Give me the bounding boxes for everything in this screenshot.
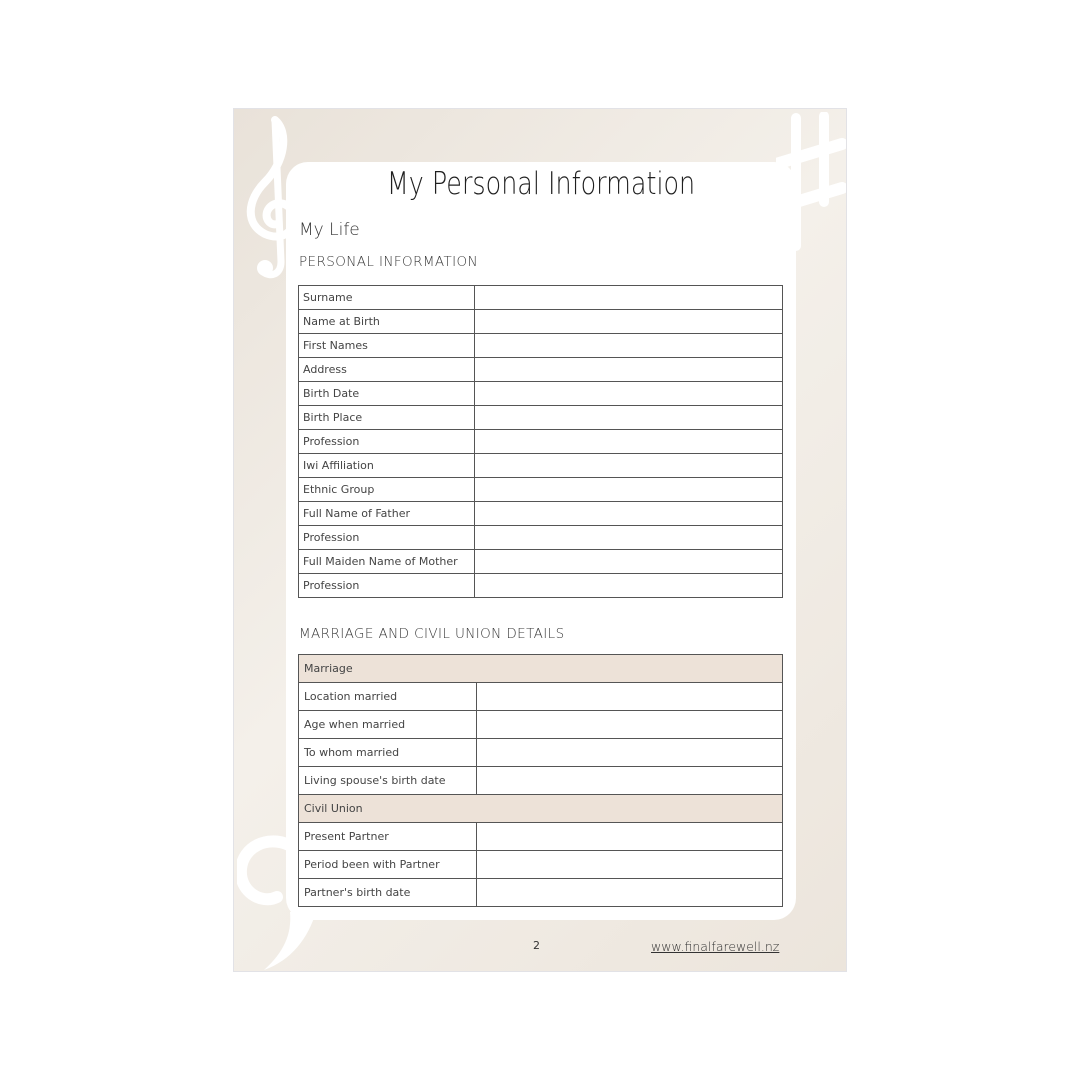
field-label: Surname xyxy=(299,286,475,310)
page-number: 2 xyxy=(533,939,540,952)
field-value-input[interactable] xyxy=(475,382,783,406)
speech-tail xyxy=(262,912,322,972)
table-row xyxy=(299,683,783,711)
field-label: Address xyxy=(299,358,475,382)
table-row xyxy=(299,286,783,310)
table-row xyxy=(299,502,783,526)
table-row xyxy=(299,382,783,406)
section-title-my-life: My Life xyxy=(299,220,360,240)
field-value-input[interactable] xyxy=(475,550,783,574)
field-label: Full Maiden Name of Mother xyxy=(299,550,475,574)
field-label: Age when married xyxy=(299,711,477,739)
field-label: Location married xyxy=(299,683,477,711)
field-label: Ethnic Group xyxy=(299,478,475,502)
website-link[interactable]: www.finalfarewell.nz xyxy=(651,939,780,954)
field-value-input[interactable] xyxy=(475,334,783,358)
field-value-input[interactable] xyxy=(475,502,783,526)
section-header-label: Civil Union xyxy=(299,795,783,823)
table-row xyxy=(299,879,783,907)
table-row xyxy=(299,711,783,739)
marriage-civil-union-heading: MARRIAGE AND CIVIL UNION DETAILS xyxy=(299,626,565,642)
marriage-civil-union-table xyxy=(298,654,783,907)
table-row xyxy=(299,739,783,767)
field-value-input[interactable] xyxy=(475,358,783,382)
field-value-input[interactable] xyxy=(475,526,783,550)
table-row xyxy=(299,334,783,358)
field-value-input[interactable] xyxy=(477,711,783,739)
table-row xyxy=(299,574,783,598)
table-row xyxy=(299,310,783,334)
table-row xyxy=(299,550,783,574)
field-value-input[interactable] xyxy=(475,286,783,310)
field-label: Birth Place xyxy=(299,406,475,430)
field-label: Living spouse's birth date xyxy=(299,767,477,795)
field-value-input[interactable] xyxy=(477,879,783,907)
field-value-input[interactable] xyxy=(475,574,783,598)
field-label: First Names xyxy=(299,334,475,358)
table-row xyxy=(299,823,783,851)
field-value-input[interactable] xyxy=(477,767,783,795)
personal-information-heading: PERSONAL INFORMATION xyxy=(299,254,479,270)
field-label: Iwi Affiliation xyxy=(299,454,475,478)
table-row xyxy=(299,430,783,454)
field-value-input[interactable] xyxy=(477,683,783,711)
field-value-input[interactable] xyxy=(477,851,783,879)
field-label: Profession xyxy=(299,430,475,454)
field-value-input[interactable] xyxy=(475,406,783,430)
table-row xyxy=(299,526,783,550)
field-label: Name at Birth xyxy=(299,310,475,334)
section-header-row xyxy=(299,795,783,823)
field-value-input[interactable] xyxy=(475,310,783,334)
section-header-label: Marriage xyxy=(299,655,783,683)
personal-information-table xyxy=(298,285,783,598)
field-label: Full Name of Father xyxy=(299,502,475,526)
table-row xyxy=(299,478,783,502)
field-label: Present Partner xyxy=(299,823,477,851)
section-header-row xyxy=(299,655,783,683)
field-value-input[interactable] xyxy=(475,478,783,502)
field-label: Profession xyxy=(299,574,475,598)
field-label: Partner's birth date xyxy=(299,879,477,907)
field-label: Birth Date xyxy=(299,382,475,406)
field-value-input[interactable] xyxy=(475,430,783,454)
table-row xyxy=(299,851,783,879)
field-value-input[interactable] xyxy=(475,454,783,478)
table-row xyxy=(299,454,783,478)
page-title: My Personal Information xyxy=(386,166,696,202)
field-label: Period been with Partner xyxy=(299,851,477,879)
field-value-input[interactable] xyxy=(477,823,783,851)
field-value-input[interactable] xyxy=(477,739,783,767)
field-label: To whom married xyxy=(299,739,477,767)
field-label: Profession xyxy=(299,526,475,550)
table-row xyxy=(299,406,783,430)
table-row xyxy=(299,358,783,382)
table-row xyxy=(299,767,783,795)
